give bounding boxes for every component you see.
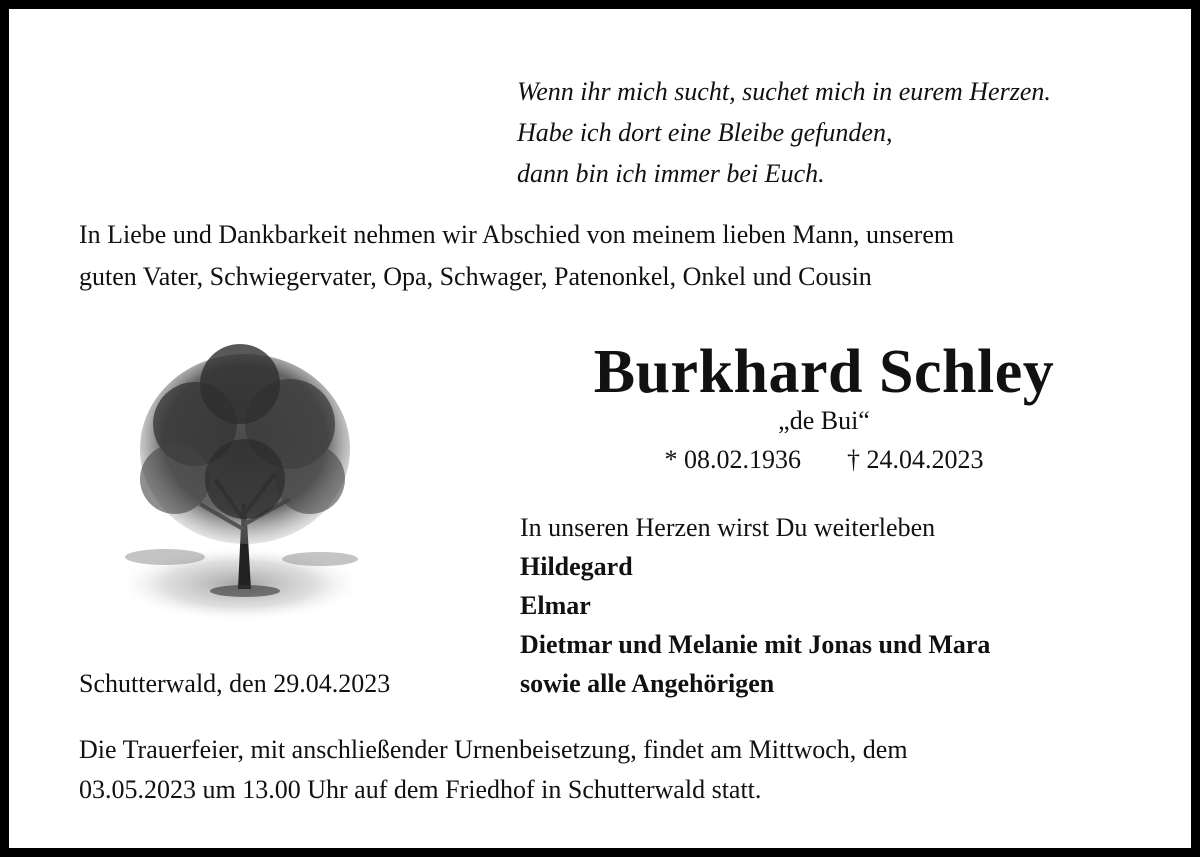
family-member: Dietmar und Melanie mit Jonas und Mara: [520, 630, 991, 659]
family-member: Elmar: [520, 591, 591, 620]
intro-text: [79, 214, 954, 298]
life-dates: [569, 443, 1079, 477]
family-list: [520, 508, 990, 703]
quote-line: dann bin ich immer bei Euch.: [517, 159, 825, 188]
birth-date: * 08.02.1936: [664, 445, 801, 474]
quote-line: Wenn ihr mich sucht, suchet mich in eurem Herzen.: [517, 77, 1051, 106]
notice-line: 03.05.2023 um 13.00 Uhr auf dem Friedhof in Schutterwald statt.: [79, 775, 762, 804]
notice-line: Die Trauerfeier, mit anschließender Urnenbeisetzung, findet am Mittwoch, dem: [79, 735, 908, 764]
family-member: Hildegard: [520, 552, 633, 581]
death-date: † 24.04.2023: [847, 445, 984, 474]
funeral-notice: [79, 730, 908, 810]
memorial-quote: [517, 71, 1051, 194]
intro-line: In Liebe und Dankbarkeit nehmen wir Abschied von meinem lieben Mann, unserem: [79, 220, 955, 249]
place-date: Schutterwald, den 29.04.2023: [79, 669, 391, 698]
tree-icon: [105, 329, 375, 629]
deceased-name: Burkhard Schley: [593, 338, 1055, 406]
family-member: sowie alle Angehörigen: [520, 669, 775, 698]
deceased-nickname: „de Bui“: [778, 406, 870, 435]
quote-line: Habe ich dort eine Bleibe gefunden,: [517, 118, 893, 147]
intro-line: guten Vater, Schwiegervater, Opa, Schwager, Patenonkel, Onkel und Cousin: [79, 262, 872, 291]
family-intro: In unseren Herzen wirst Du weiterleben: [520, 513, 936, 542]
